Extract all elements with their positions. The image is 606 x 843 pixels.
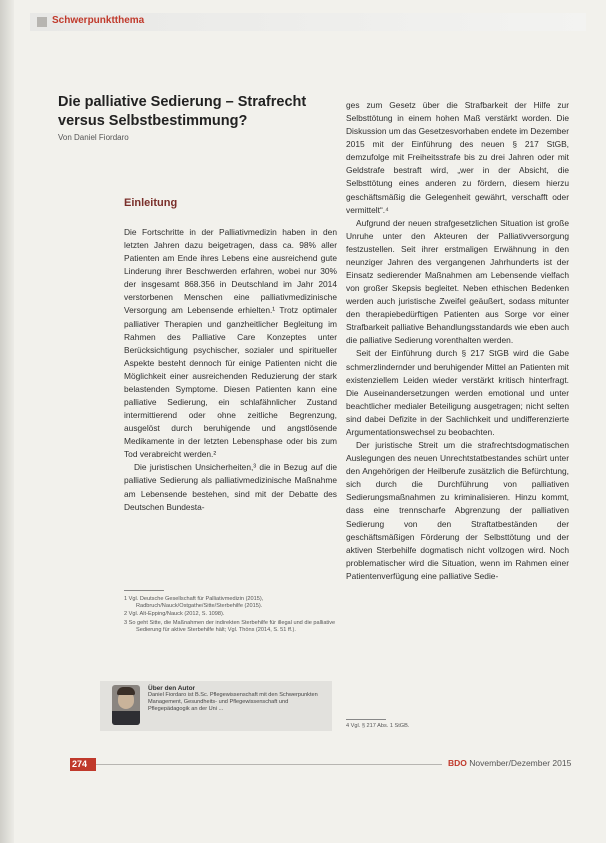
- paragraph: Die juristischen Unsicherheiten,³ die in Bezug auf die palliative Sedierung als palliativmedizinische Maßnahme am Lebensende bestehen, sind mit der Debatte des Deutschen Bundesta-: [124, 462, 337, 512]
- footnote-divider: [124, 590, 164, 591]
- paragraph: Die Fortschritte in der Palliativmedizin haben in den letzten Jahren dazu beigetragen, dass ca. 98% aller Patienten am Ende ihres Lebens eine ausreichend gute Linderung ihrer Beschwerden erfahren, wobei nur 30% der insgesamt 868.356 in Deutschland im Jahr 2014 verstorbenen Menschen eine palliativmedizinische Versorgung am Lebensende erhielten.¹ Trotz optimaler palliativer Therapien und ganzheitlicher Begleitung im Rahmen des Palliative Care Konzeptes unter Berücksichtigung psychischer, sozialer und spiritueller Aspekte besteht dennoch für einige Patienten nicht die Möglichkeit einer ausreichenden Reduzierung der stark belastenden Symptome. Diesen Patienten kann eine palliative Sedierung, ein schlafähnlicher Zustand intermittierend oder ohne zeitliche Begrenzung, ausgelöst durch beruhigende und angstlösende Medikamente in der letzten Lebensphase oder bis zum Tod verabreicht werden.²: [124, 227, 337, 460]
- footnotes: [124, 596, 349, 635]
- footer-issue: [448, 758, 571, 768]
- footnote: 1 Vgl. Deutsche Gesellschaft für Palliativmedizin (2015), Radbruch/Nauck/Ostgathe/Sitte/Sterbehilfe (2015).: [124, 596, 264, 610]
- text-column-left: [124, 226, 337, 514]
- author-byline: Von Daniel Fiordaro: [58, 133, 129, 142]
- footnote: 3 So geht Sitte, die Maßnahmen der indirekten Sterbehilfe für illegal und die palliative Sedierung für aktive Sterbehilfe hält; Vgl. Thöns (2014, S. 51 ff.).: [124, 619, 336, 633]
- section-marker-square: [37, 17, 47, 27]
- author-photo: [112, 685, 140, 725]
- section-bar: [30, 13, 586, 31]
- text-column-right: [346, 99, 569, 583]
- footnote-divider: [346, 719, 386, 720]
- section-label: Schwerpunktthema: [52, 15, 145, 26]
- footer-issue-date: November/Dezember 2015: [469, 758, 572, 768]
- article-title: Die palliative Sedierung – Strafrecht versus Selbstbestimmung?: [58, 94, 307, 129]
- paragraph: Der juristische Streit um die strafrechtsdogmatischen Auslegungen des neuen Unrechtstatbestandes schürt unter den Angehörigen der Heilberufe zusätzlich die Befürchtung, sich durch die Durchführung von palliativen Sedierungsmaßnahmen zu kriminalisieren. Hinzu kommt, dass eine trennscharfe Abgrenzung der palliativen Sedierung von den Straftatbeständen der geschäftsmäßigen Förderung der Selbsttötung und der aktiven Sterbehilfe dogmatisch nicht vollzogen wird. Noch problematischer wird die Situation, wenn im Rahmen einer Patientenverfügung eine palliative Sedie-: [346, 440, 569, 581]
- footer-brand: BDO: [448, 758, 467, 768]
- page-number: 274: [72, 759, 88, 769]
- author-box-title: Über den Autor: [148, 685, 196, 692]
- paragraph: ges zum Gesetz über die Strafbarkeit der Hilfe zur Selbsttötung in einem hohen Maß verstärkt worden. Die Diskussion um das Gesetzesvorhaben endete im Dezember 2015 mit der Einführung des neuen § 217 StGB, demzufolge mit Freiheitsstrafe bis zu drei Jahren oder mit Geldstrafe bestraft wird, „wer in der Absicht, die Selbsttötung eines anderen zu fördern, diesem hierzu geschäftsmäßig die Gelegenheit gewährt, verschafft oder vermittelt“.⁴: [346, 100, 569, 215]
- paragraph: Seit der Einführung durch § 217 StGB wird die Gabe schmerzlindernder und beruhigender Mittel an Patienten mit existenziellem Leiden wieder verstärkt kritisch hinterfragt. Die Auseinandersetzungen werden emotional und unter beachtlicher medialer Beteiligung ausgetragen; nicht selten sind dabei Defizite in der Sachlichkeit und undifferenzierte Argumentationswechsel zu beobachten.: [346, 348, 569, 437]
- footnote: 4 Vgl. § 217 Abs. 1 StGB.: [346, 723, 410, 729]
- author-box-text: Daniel Fiordaro ist B.Sc. Pflegewissenschaft mit den Schwerpunkten Management, Gesundheits- und Pflegewissenschaft und Pflegepädagogik an der Uni ...: [148, 692, 318, 713]
- page-binding-shadow: [0, 0, 14, 843]
- page-number-badge: [70, 758, 96, 771]
- section-heading: Einleitung: [124, 197, 178, 209]
- footer-rule: [78, 764, 442, 765]
- author-box: [100, 681, 332, 731]
- paragraph: Aufgrund der neuen strafgesetzlichen Situation ist große Unruhe unter den Akteuren der Palliativversorgung festzustellen. Seit ihrer erstmaligen Erwähnung in den neunziger Jahren des vergangenen Jahrhunderts ist der Einsatz sedierender Maßnahmen am Lebensende vielfach von großer Skepsis begleitet. Neben ethischen Bedenken werden auch juristische Zweifel geäußert, sodass mitunter den therapiebedürftigen Patienten aus Sorge vor einer Strafbarkeit palliative Behandlungsstandards wie eben auch die palliative Sedierung vorenthalten werden.: [346, 217, 569, 346]
- footnote: 2 Vgl. Alt-Epping/Nauck (2012, S. 1098).: [124, 611, 225, 618]
